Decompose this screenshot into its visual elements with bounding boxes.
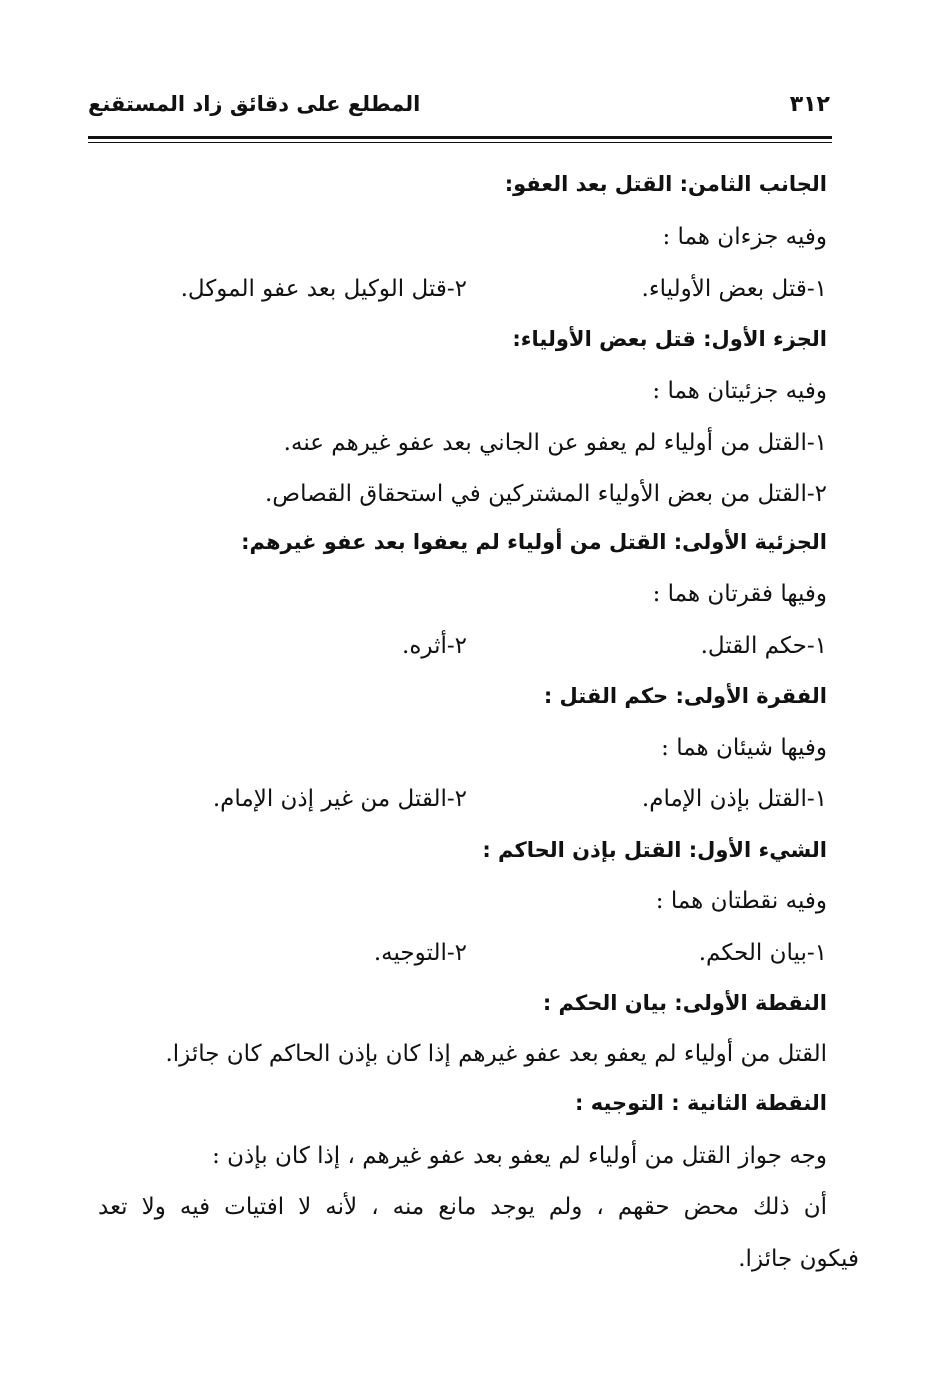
two-column-list [107,932,827,974]
two-column-list [107,778,827,820]
list-item: ١-قتل بعض الأولياء. [641,276,827,302]
list-item: ٢-أثره. [402,633,467,659]
two-column-list [107,625,827,667]
header-rule-thin [88,142,832,143]
section-heading: الشيء الأول: القتل بإذن الحاكم : [482,838,827,862]
running-title: المطلع على دقائق زاد المستقنع [88,92,421,116]
paragraph-line: وجه جواز القتل من أولياء لم يعفو بعد عفو غيرهم ، إذا كان بإذن : [212,1143,827,1169]
paragraph-line: وفيها شيئان هما : [661,735,827,761]
list-item: ٢-القتل من بعض الأولياء المشتركين في استحقاق القصاص. [264,481,827,507]
section-heading: النقطة الثانية : التوجيه : [575,1091,827,1115]
two-column-list [107,268,827,310]
list-item: ١-حكم القتل. [700,633,827,659]
paragraph-line: وفيها فقرتان هما : [652,581,827,607]
paragraph-line: فيكون جائزا. [738,1246,859,1272]
list-item: ١-القتل من أولياء لم يعفو عن الجاني بعد عفو غيرهم عنه. [283,430,827,456]
paragraph-line: أن ذلك محض حقهم ، ولم يوجد مانع منه ، لأنه لا افتيات فيه ولا تعد [98,1194,827,1220]
header-rule-thick [88,136,832,139]
list-item: ٢-التوجيه. [373,940,467,966]
section-heading: الفقرة الأولى: حكم القتل : [543,684,827,708]
list-item: ١-القتل بإذن الإمام. [641,786,827,812]
list-item: ٢-قتل الوكيل بعد عفو الموكل. [180,276,467,302]
paragraph-line: وفيه جزئيتان هما : [652,378,827,404]
list-item: ١-بيان الحكم. [698,940,827,966]
paragraph-line: وفيه جزءان هما : [662,224,827,250]
section-heading: الجزئية الأولى: القتل من أولياء لم يعفوا بعد عفو غيرهم: [241,530,827,554]
page-header [88,92,830,132]
section-heading: النقطة الأولى: بيان الحكم : [542,991,827,1015]
paragraph-line: القتل من أولياء لم يعفو بعد عفو غيرهم إذا كان بإذن الحاكم كان جائزا. [165,1041,827,1067]
page-number: ٣١٢ [789,92,830,117]
section-heading: الجانب الثامن: القتل بعد العفو: [504,172,827,196]
section-heading: الجزء الأول: قتل بعض الأولياء: [512,327,827,351]
list-item: ٢-القتل من غير إذن الإمام. [212,786,467,812]
paragraph-line: وفيه نقطتان هما : [655,888,827,914]
